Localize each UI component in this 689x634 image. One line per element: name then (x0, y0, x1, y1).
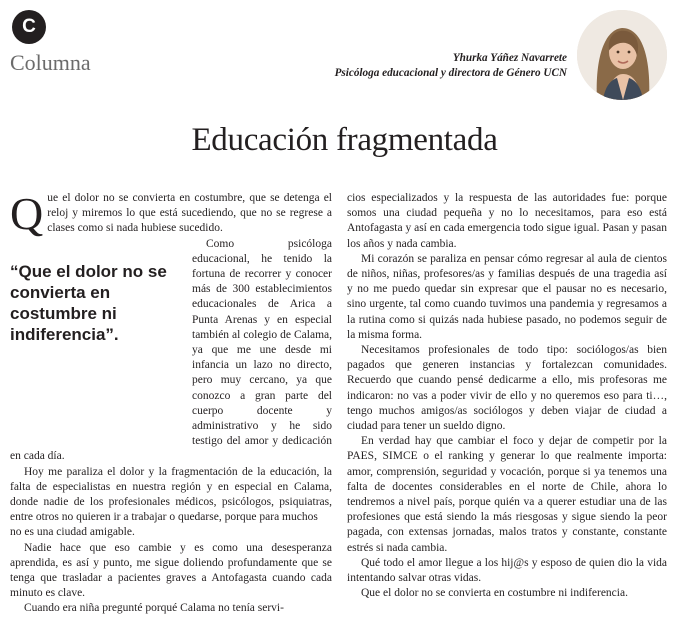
paragraph-text: ue el dolor no se convierta en costumbre, que se detenga el reloj y miremos lo que está sucediendo, que no se regrese a clases como si nada hubiese sucedido. (47, 192, 332, 235)
author-role: Psicóloga educacional y directora de Género UCN (334, 66, 567, 79)
column-left (10, 188, 332, 617)
paragraph: Necesitamos profesionales de todo tipo: sociólogos/as bien pagados que generen instancias y fortalezcan comunidades. Recuerdo que cuando pensé dedicarme a ello, mis profesoras me indicaron: no vas a poder vivir de ello y no queremos eso para ti…, tengo muchos amigos/as sociólogos y deben viajar de ciudad a ciudad para tener un sueldo digno. (347, 344, 667, 433)
section-label: Columna (10, 50, 91, 75)
paragraph: Que el dolor no se convierta en costumbre ni indiferencia. (361, 587, 628, 600)
headline: Educación fragmentada (191, 122, 498, 158)
column-right (347, 191, 667, 601)
paragraph: Qué todo el amor llegue a los hij@s y esposo de quien dio la vida intentando salvar otras vidas. (347, 556, 667, 585)
person-portrait-icon (577, 10, 667, 100)
paragraph: Nadie hace que eso cambie y es como una desesperanza aprendida, es así y punto, me sigue doliendo profundamente que se tenga que trasladar a pacientes graves a Antofagasta cuando cada minuto es clave. (10, 541, 332, 600)
paragraph: En verdad hay que cambiar el foco y dejar de competir por la PAES, SIMCE o el ranking y generar lo que realmente importa: amor, comprensión, seguridad y vocación, porque si ya tenemos una falta de docentes considerables en el norte de Chile, ahora lo tendremos a nivel país, porque quién va a querer estudiar una de las profesiones que está siendo la más riesgosas y sigue siendo la peor pagada, con extensas jornadas, malos tratos y constante, constante estrés si nada cambia. (347, 435, 667, 554)
pull-quote: “Que el dolor no se convierta en costumbre ni indiferencia”. (10, 261, 167, 344)
dropcap: Q (10, 188, 44, 239)
paragraph: cios especializados y la respuesta de las autoridades fue: porque somos una ciudad pequeña y no lo necesitamos, para eso está Antofagasta y así en cada emergencia todo sigue igual. Pasan y pasan los años y nada cambia. (347, 192, 667, 250)
paragraph: Hoy me paraliza el dolor y la fragmentación de la educación, la falta de especialistas en nuestra región y en especial en Calama, donde nadie de los profesionales médicos, psicólogos, psiquiatras, entre otros no quieren ir a trabajar o quedarse, porque para muchos (10, 465, 332, 524)
paragraph: Cuando era niña pregunté porqué Calama no tenía servi- (24, 602, 284, 615)
paragraph (10, 188, 332, 239)
author-name: Yhurka Yáñez Navarrete (452, 52, 567, 64)
author-photo (577, 10, 667, 100)
paragraph: no es una ciudad amigable. (10, 526, 135, 539)
paragraph: Mi corazón se paraliza en pensar cómo regresar al aula de cientos de niños, niñas, profesores/as y familias después de una tragedia así y no me puedo quedar sin expresar que el pausar no es necesario, sino urgente, tal como cuando tuvimos una pandemia y regresamos a la rutina como si quizás nada hubiese pasado, no podemos seguir de la misma forma. (347, 252, 667, 341)
author-byline (335, 51, 567, 80)
section-badge: C (12, 10, 46, 44)
paragraph: Como psicóloga educacional, he tenido la fortuna de recorrer y conocer más de 300 establecimientos educacionales de Arica a Punta Arenas y en especial también al colegio de Calama, ya que me une desde mi infancia un lazo no directo, pero muy cercano, ya que conozco a gran parte del cuerpo docente y administrativo y he sido testigo del amor y dedicación en cada día. (10, 237, 332, 463)
